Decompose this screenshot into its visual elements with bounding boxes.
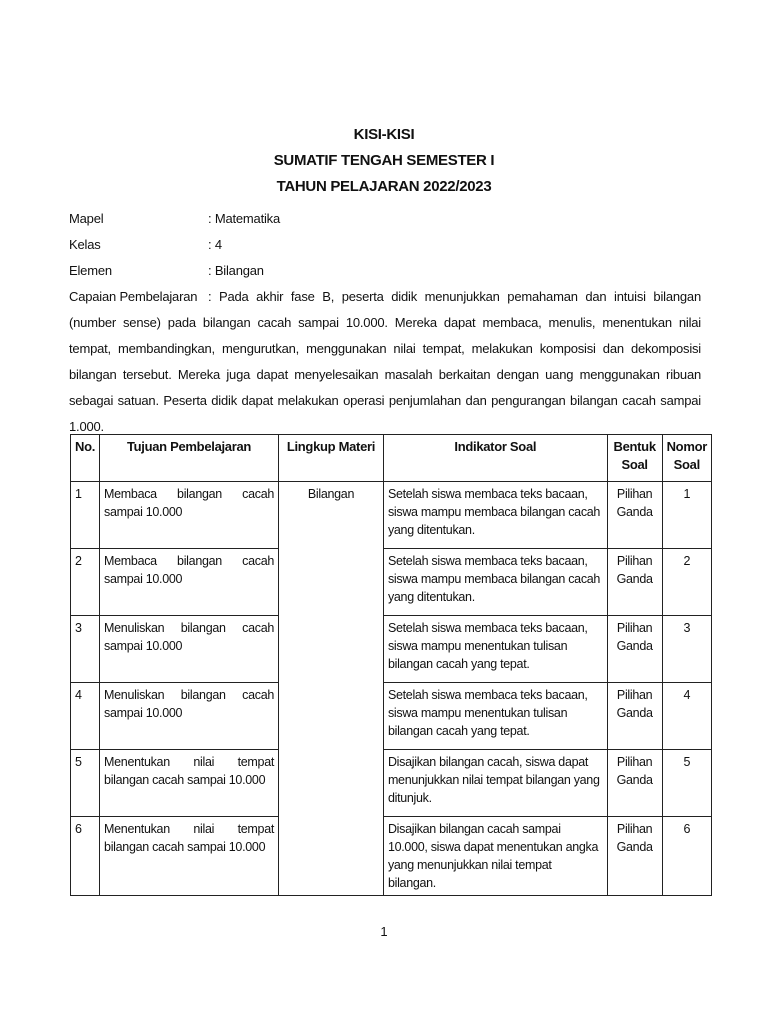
cell-indikator: Setelah siswa membaca teks bacaan, siswa mampu membaca bilangan cacah yang ditentukan. [383,482,607,549]
cell-bentuk: Pilihan Ganda [607,817,662,896]
cell-indikator: Disajikan bilangan cacah, siswa dapat menunjukkan nilai tempat bilangan yang ditunjuk. [383,750,607,817]
kelas-value: : 4 [208,237,222,252]
cell-no: 5 [71,750,100,817]
header-tujuan: Tujuan Pembelajaran [100,435,279,482]
cp-value: : Pada akhir fase B, peserta didik menunjukkan pemahaman dan intuisi bilangan (number sense) pada bilangan cacah sampai 10.000. Mereka dapat membaca, menulis, menentukan nilai tempat, membandingkan, mengurutkan, menggunakan nilai tempat, melakukan komposisi dan dekomposisi bilangan tersebut. Mereka juga dapat menyelesaikan masalah berkaitan dengan uang menggunakan ribuan sebagai satuan. Peserta didik dapat melakukan operasi penjumlahan dan pengurangan bilangan cacah sampai 1.000. [69,289,701,434]
cell-nomor: 1 [662,482,711,549]
cell-bentuk: Pilihan Ganda [607,683,662,750]
table-row [71,549,712,616]
cell-no: 2 [71,549,100,616]
cell-bentuk: Pilihan Ganda [607,750,662,817]
cell-tujuan: Membaca bilangan cacah sampai 10.000 [100,549,279,616]
cell-nomor: 3 [662,616,711,683]
cell-no: 1 [71,482,100,549]
cell-indikator: Setelah siswa membaca teks bacaan, siswa mampu membaca bilangan cacah yang ditentukan. [383,549,607,616]
cell-bentuk: Pilihan Ganda [607,616,662,683]
page-number: 1 [380,924,388,939]
table-header-row [71,435,712,482]
header-no: No. [71,435,100,482]
table-row [71,750,712,817]
cell-indikator: Setelah siswa membaca teks bacaan, siswa mampu menentukan tulisan bilangan cacah yang tepat. [383,616,607,683]
cell-bentuk: Pilihan Ganda [607,482,662,549]
header-materi: Lingkup Materi [279,435,384,482]
cell-no: 3 [71,616,100,683]
table-row [71,616,712,683]
table-row [71,683,712,750]
cell-tujuan: Menuliskan bilangan cacah sampai 10.000 [100,616,279,683]
cp-label: Capaian Pembelajaran [69,289,198,304]
elemen-value: : Bilangan [208,263,264,278]
mapel-label: Mapel [69,211,104,226]
kelas-label: Kelas [69,237,101,252]
cell-nomor: 4 [662,683,711,750]
header-nomor: Nomor Soal [662,435,711,482]
capaian-pembelajaran [69,284,701,440]
cell-tujuan: Menentukan nilai tempat bilangan cacah sampai 10.000 [100,750,279,817]
cell-indikator: Setelah siswa membaca teks bacaan, siswa mampu menentukan tulisan bilangan cacah yang tepat. [383,683,607,750]
title-line-1: KISI-KISI [353,126,415,143]
kisi-kisi-table [70,434,712,896]
header-indikator: Indikator Soal [383,435,607,482]
header-bentuk: Bentuk Soal [607,435,662,482]
cell-nomor: 2 [662,549,711,616]
cell-bentuk: Pilihan Ganda [607,549,662,616]
cell-no: 4 [71,683,100,750]
table-row [71,817,712,896]
cell-indikator: Disajikan bilangan cacah sampai 10.000, siswa dapat menentukan angka yang menunjukkan nilai tempat bilangan. [383,817,607,896]
cell-tujuan: Menuliskan bilangan cacah sampai 10.000 [100,683,279,750]
cell-tujuan: Menentukan nilai tempat bilangan cacah sampai 10.000 [100,817,279,896]
title-line-3: TAHUN PELAJARAN 2022/2023 [276,178,492,195]
meta-row-kelas [69,232,701,258]
cell-tujuan: Membaca bilangan cacah sampai 10.000 [100,482,279,549]
document-title [0,122,768,200]
mapel-value: : Matematika [208,211,281,226]
elemen-label: Elemen [69,263,112,278]
title-line-2: SUMATIF TENGAH SEMESTER I [273,152,495,169]
cell-nomor: 5 [662,750,711,817]
cell-no: 6 [71,817,100,896]
meta-row-mapel [69,206,701,232]
cell-nomor: 6 [662,817,711,896]
document-meta [69,206,701,440]
cell-materi: Bilangan [279,482,384,896]
table-row [71,482,712,549]
meta-row-elemen [69,258,701,284]
